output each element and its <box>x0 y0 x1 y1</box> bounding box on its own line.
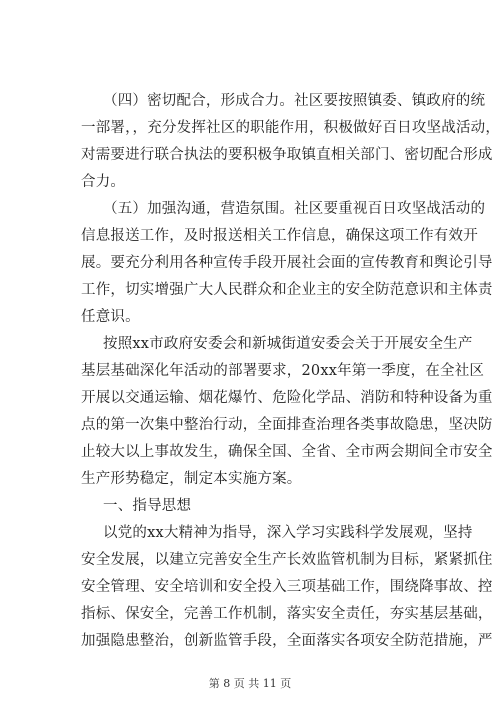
text-line: 基层基础深化年活动的部署要求，20xx年第一季度，在全社区 <box>81 363 485 379</box>
text-line: 止较大以上事故发生，确保全国、全省、全市两会期间全市安全 <box>81 444 493 460</box>
text-line: 信息报送工作，及时报送相关工作信息，确保这项工作有效开 <box>81 228 478 244</box>
page-number-footer: 第 8 页 共 11 页 <box>208 677 292 690</box>
text-line: 合力。 <box>81 174 126 190</box>
text-line: 任意识。 <box>81 309 140 325</box>
text-line: 点的第一次集中整治行动，全面排查治理各类事故隐患，坚决防 <box>81 417 493 433</box>
text-line: 安全管理、安全培训和安全投入三项基础工作，围绕降事故、控 <box>81 579 493 595</box>
text-line: 加强隐患整治，创新监管手段，全面落实各项安全防范措施，严 <box>81 633 493 649</box>
text-line: 指标、保安全，完善工作机制，落实安全责任，夯实基层基础， <box>81 606 493 622</box>
text-line: 一部署，，充分发挥社区的职能作用，积极做好百日攻坚战活动， <box>81 120 500 136</box>
text-line: 对需要进行联合执法的要积极争取镇直相关部门、密切配合形成 <box>81 147 493 163</box>
text-line: （四）密切配合，形成合力。社区要按照镇委、镇政府的统 <box>103 93 486 109</box>
text-line: 生产形势稳定，制定本实施方案。 <box>81 471 302 487</box>
text-line: 以党的xx大精神为指导，深入学习实践科学发展观，坚持 <box>103 525 473 541</box>
text-line: 开展以交通运输、烟花爆竹、危险化学品、消防和特种设备为重 <box>81 390 493 406</box>
text-line: 工作，切实增强广大人民群众和企业主的安全防范意识和主体责 <box>81 282 493 298</box>
text-line: 展。要充分利用各种宣传手段开展社会面的宣传教育和舆论引导 <box>81 255 493 271</box>
text-line: 安全发展，以建立完善安全生产长效监管机制为目标，紧紧抓住 <box>81 552 493 568</box>
section-heading: 一、指导思想 <box>103 498 192 514</box>
text-line: 按照xx市政府安委会和新城街道安委会关于开展安全生产 <box>103 336 473 352</box>
text-line: （五）加强沟通，营造氛围。社区要重视百日攻坚战活动的 <box>103 201 486 217</box>
